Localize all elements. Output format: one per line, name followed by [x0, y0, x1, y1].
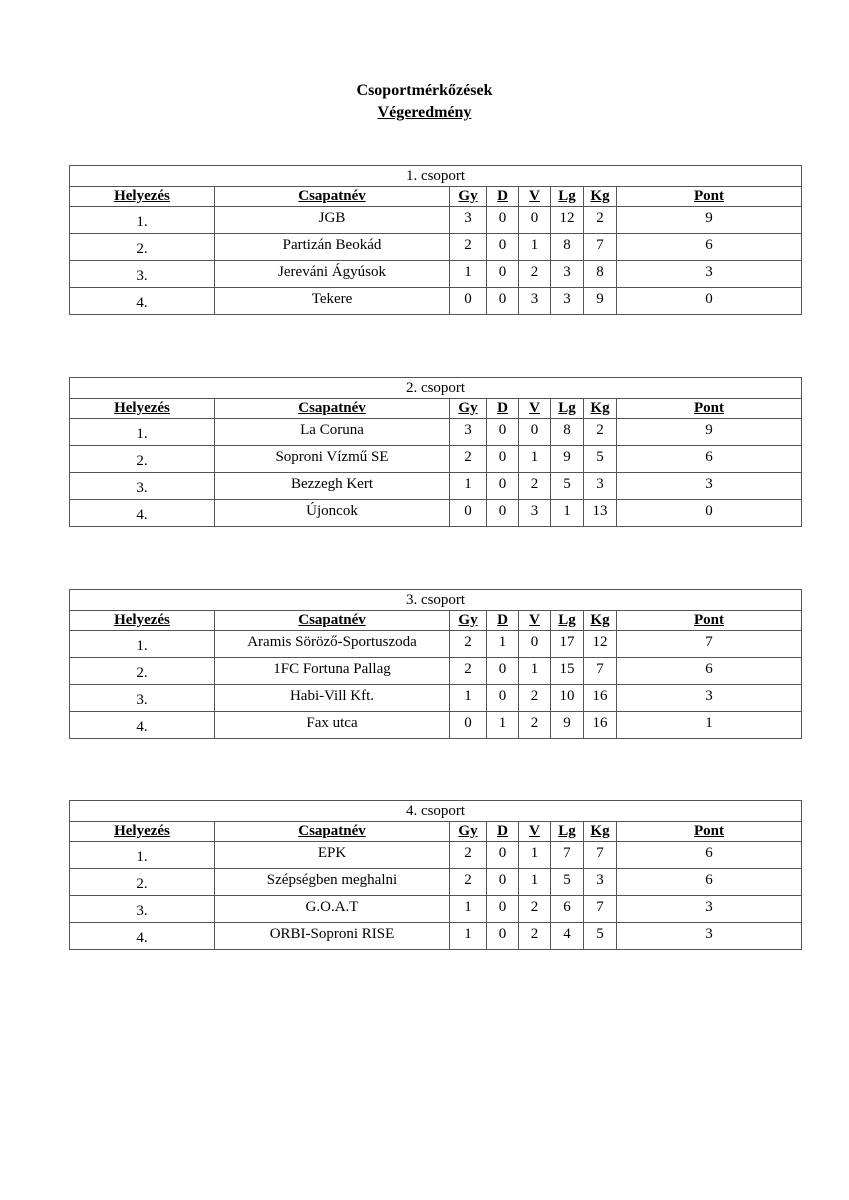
lost-cell: 0	[519, 207, 551, 234]
table-row	[70, 685, 802, 712]
column-header-lost: V	[519, 399, 551, 419]
group-table	[69, 377, 802, 527]
draw-cell: 0	[487, 419, 519, 446]
points-cell: 0	[617, 500, 802, 527]
column-header-won: Gy	[450, 611, 487, 631]
points-cell: 0	[617, 288, 802, 315]
lost-cell: 1	[519, 234, 551, 261]
lost-cell: 1	[519, 446, 551, 473]
group-table	[69, 589, 802, 739]
rank-cell: 4.	[70, 712, 215, 739]
draw-cell: 0	[487, 261, 519, 288]
points-cell: 3	[617, 473, 802, 500]
points-cell: 1	[617, 712, 802, 739]
draw-cell: 1	[487, 631, 519, 658]
lost-cell: 3	[519, 500, 551, 527]
gf-cell: 1	[551, 500, 584, 527]
column-header-won: Gy	[450, 187, 487, 207]
draw-cell: 0	[487, 446, 519, 473]
ga-cell: 9	[584, 288, 617, 315]
points-cell: 3	[617, 685, 802, 712]
won-cell: 2	[450, 631, 487, 658]
table-row	[70, 419, 802, 446]
table-row	[70, 658, 802, 685]
points-cell: 6	[617, 446, 802, 473]
rank-cell: 2.	[70, 234, 215, 261]
draw-cell: 0	[487, 473, 519, 500]
points-cell: 3	[617, 896, 802, 923]
table-row	[70, 288, 802, 315]
column-header-gf: Lg	[551, 822, 584, 842]
points-cell: 6	[617, 869, 802, 896]
draw-cell: 0	[487, 288, 519, 315]
rank-cell: 2.	[70, 658, 215, 685]
table-row	[70, 207, 802, 234]
table-row	[70, 473, 802, 500]
won-cell: 0	[450, 500, 487, 527]
lost-cell: 1	[519, 842, 551, 869]
rank-cell: 4.	[70, 923, 215, 950]
gf-cell: 5	[551, 473, 584, 500]
column-header-lost: V	[519, 611, 551, 631]
column-header-gf: Lg	[551, 187, 584, 207]
won-cell: 3	[450, 207, 487, 234]
lost-cell: 0	[519, 631, 551, 658]
draw-cell: 1	[487, 712, 519, 739]
gf-cell: 5	[551, 869, 584, 896]
rank-cell: 3.	[70, 261, 215, 288]
gf-cell: 6	[551, 896, 584, 923]
column-header-ga: Kg	[584, 611, 617, 631]
rank-cell: 4.	[70, 288, 215, 315]
points-cell: 9	[617, 207, 802, 234]
won-cell: 2	[450, 842, 487, 869]
table-row	[70, 631, 802, 658]
team-name-cell: Partizán Beokád	[215, 234, 450, 261]
rank-cell: 4.	[70, 500, 215, 527]
column-header-won: Gy	[450, 822, 487, 842]
ga-cell: 7	[584, 234, 617, 261]
lost-cell: 0	[519, 419, 551, 446]
table-row	[70, 446, 802, 473]
gf-cell: 4	[551, 923, 584, 950]
won-cell: 1	[450, 896, 487, 923]
table-row	[70, 842, 802, 869]
lost-cell: 1	[519, 658, 551, 685]
gf-cell: 17	[551, 631, 584, 658]
group-name: 4. csoport	[70, 801, 802, 822]
gf-cell: 12	[551, 207, 584, 234]
won-cell: 0	[450, 288, 487, 315]
team-name-cell: 1FC Fortuna Pallag	[215, 658, 450, 685]
draw-cell: 0	[487, 207, 519, 234]
column-header-lost: V	[519, 187, 551, 207]
table-row	[70, 869, 802, 896]
won-cell: 1	[450, 923, 487, 950]
ga-cell: 16	[584, 712, 617, 739]
rank-cell: 1.	[70, 419, 215, 446]
team-name-cell: G.O.A.T	[215, 896, 450, 923]
won-cell: 1	[450, 261, 487, 288]
table-row	[70, 923, 802, 950]
won-cell: 2	[450, 446, 487, 473]
won-cell: 2	[450, 234, 487, 261]
team-name-cell: Szépségben meghalni	[215, 869, 450, 896]
gf-cell: 7	[551, 842, 584, 869]
rank-cell: 3.	[70, 473, 215, 500]
table-row	[70, 261, 802, 288]
table-row	[70, 712, 802, 739]
ga-cell: 7	[584, 658, 617, 685]
won-cell: 2	[450, 869, 487, 896]
points-cell: 6	[617, 658, 802, 685]
team-name-cell: Habi-Vill Kft.	[215, 685, 450, 712]
won-cell: 1	[450, 473, 487, 500]
table-row	[70, 234, 802, 261]
lost-cell: 2	[519, 261, 551, 288]
team-name-cell: Soproni Vízmű SE	[215, 446, 450, 473]
group-table	[69, 800, 802, 950]
column-header-team: Csapatnév	[215, 187, 450, 207]
points-cell: 9	[617, 419, 802, 446]
gf-cell: 8	[551, 234, 584, 261]
table-row	[70, 500, 802, 527]
draw-cell: 0	[487, 869, 519, 896]
draw-cell: 0	[487, 896, 519, 923]
column-header-ga: Kg	[584, 822, 617, 842]
group-name: 3. csoport	[70, 590, 802, 611]
team-name-cell: La Coruna	[215, 419, 450, 446]
column-header-team: Csapatnév	[215, 399, 450, 419]
draw-cell: 0	[487, 658, 519, 685]
ga-cell: 7	[584, 896, 617, 923]
ga-cell: 12	[584, 631, 617, 658]
column-header-points: Pont	[617, 187, 802, 207]
group-name: 1. csoport	[70, 166, 802, 187]
points-cell: 7	[617, 631, 802, 658]
column-header-rank: Helyezés	[70, 822, 215, 842]
ga-cell: 16	[584, 685, 617, 712]
ga-cell: 13	[584, 500, 617, 527]
page-title: Csoportmérkőzések	[356, 82, 493, 99]
won-cell: 3	[450, 419, 487, 446]
gf-cell: 9	[551, 446, 584, 473]
column-header-points: Pont	[617, 399, 802, 419]
lost-cell: 1	[519, 869, 551, 896]
team-name-cell: Fax utca	[215, 712, 450, 739]
ga-cell: 7	[584, 842, 617, 869]
rank-cell: 3.	[70, 685, 215, 712]
lost-cell: 2	[519, 712, 551, 739]
column-header-rank: Helyezés	[70, 187, 215, 207]
gf-cell: 3	[551, 261, 584, 288]
ga-cell: 3	[584, 869, 617, 896]
won-cell: 0	[450, 712, 487, 739]
ga-cell: 3	[584, 473, 617, 500]
rank-cell: 2.	[70, 869, 215, 896]
column-header-team: Csapatnév	[215, 822, 450, 842]
table-row	[70, 896, 802, 923]
column-header-rank: Helyezés	[70, 399, 215, 419]
lost-cell: 2	[519, 896, 551, 923]
column-header-lost: V	[519, 822, 551, 842]
group-table	[69, 165, 802, 315]
ga-cell: 5	[584, 446, 617, 473]
lost-cell: 2	[519, 473, 551, 500]
draw-cell: 0	[487, 923, 519, 950]
column-header-points: Pont	[617, 822, 802, 842]
ga-cell: 5	[584, 923, 617, 950]
column-header-ga: Kg	[584, 399, 617, 419]
team-name-cell: Tekere	[215, 288, 450, 315]
gf-cell: 8	[551, 419, 584, 446]
ga-cell: 2	[584, 207, 617, 234]
points-cell: 6	[617, 842, 802, 869]
draw-cell: 0	[487, 500, 519, 527]
team-name-cell: Aramis Söröző-Sportuszoda	[215, 631, 450, 658]
ga-cell: 8	[584, 261, 617, 288]
lost-cell: 2	[519, 923, 551, 950]
gf-cell: 9	[551, 712, 584, 739]
page-subtitle: Végeredmény	[377, 104, 472, 121]
draw-cell: 0	[487, 685, 519, 712]
column-header-gf: Lg	[551, 399, 584, 419]
column-header-won: Gy	[450, 399, 487, 419]
team-name-cell: ORBI-Soproni RISE	[215, 923, 450, 950]
group-name: 2. csoport	[70, 378, 802, 399]
column-header-draw: D	[487, 399, 519, 419]
team-name-cell: Bezzegh Kert	[215, 473, 450, 500]
rank-cell: 1.	[70, 207, 215, 234]
gf-cell: 3	[551, 288, 584, 315]
draw-cell: 0	[487, 234, 519, 261]
team-name-cell: JGB	[215, 207, 450, 234]
team-name-cell: Jereváni Ágyúsok	[215, 261, 450, 288]
column-header-gf: Lg	[551, 611, 584, 631]
team-name-cell: EPK	[215, 842, 450, 869]
column-header-points: Pont	[617, 611, 802, 631]
rank-cell: 2.	[70, 446, 215, 473]
draw-cell: 0	[487, 842, 519, 869]
column-header-team: Csapatnév	[215, 611, 450, 631]
rank-cell: 1.	[70, 842, 215, 869]
gf-cell: 15	[551, 658, 584, 685]
points-cell: 3	[617, 923, 802, 950]
column-header-rank: Helyezés	[70, 611, 215, 631]
lost-cell: 3	[519, 288, 551, 315]
column-header-draw: D	[487, 822, 519, 842]
won-cell: 1	[450, 685, 487, 712]
column-header-draw: D	[487, 611, 519, 631]
column-header-draw: D	[487, 187, 519, 207]
ga-cell: 2	[584, 419, 617, 446]
rank-cell: 1.	[70, 631, 215, 658]
team-name-cell: Újoncok	[215, 500, 450, 527]
won-cell: 2	[450, 658, 487, 685]
points-cell: 6	[617, 234, 802, 261]
gf-cell: 10	[551, 685, 584, 712]
lost-cell: 2	[519, 685, 551, 712]
rank-cell: 3.	[70, 896, 215, 923]
column-header-ga: Kg	[584, 187, 617, 207]
points-cell: 3	[617, 261, 802, 288]
